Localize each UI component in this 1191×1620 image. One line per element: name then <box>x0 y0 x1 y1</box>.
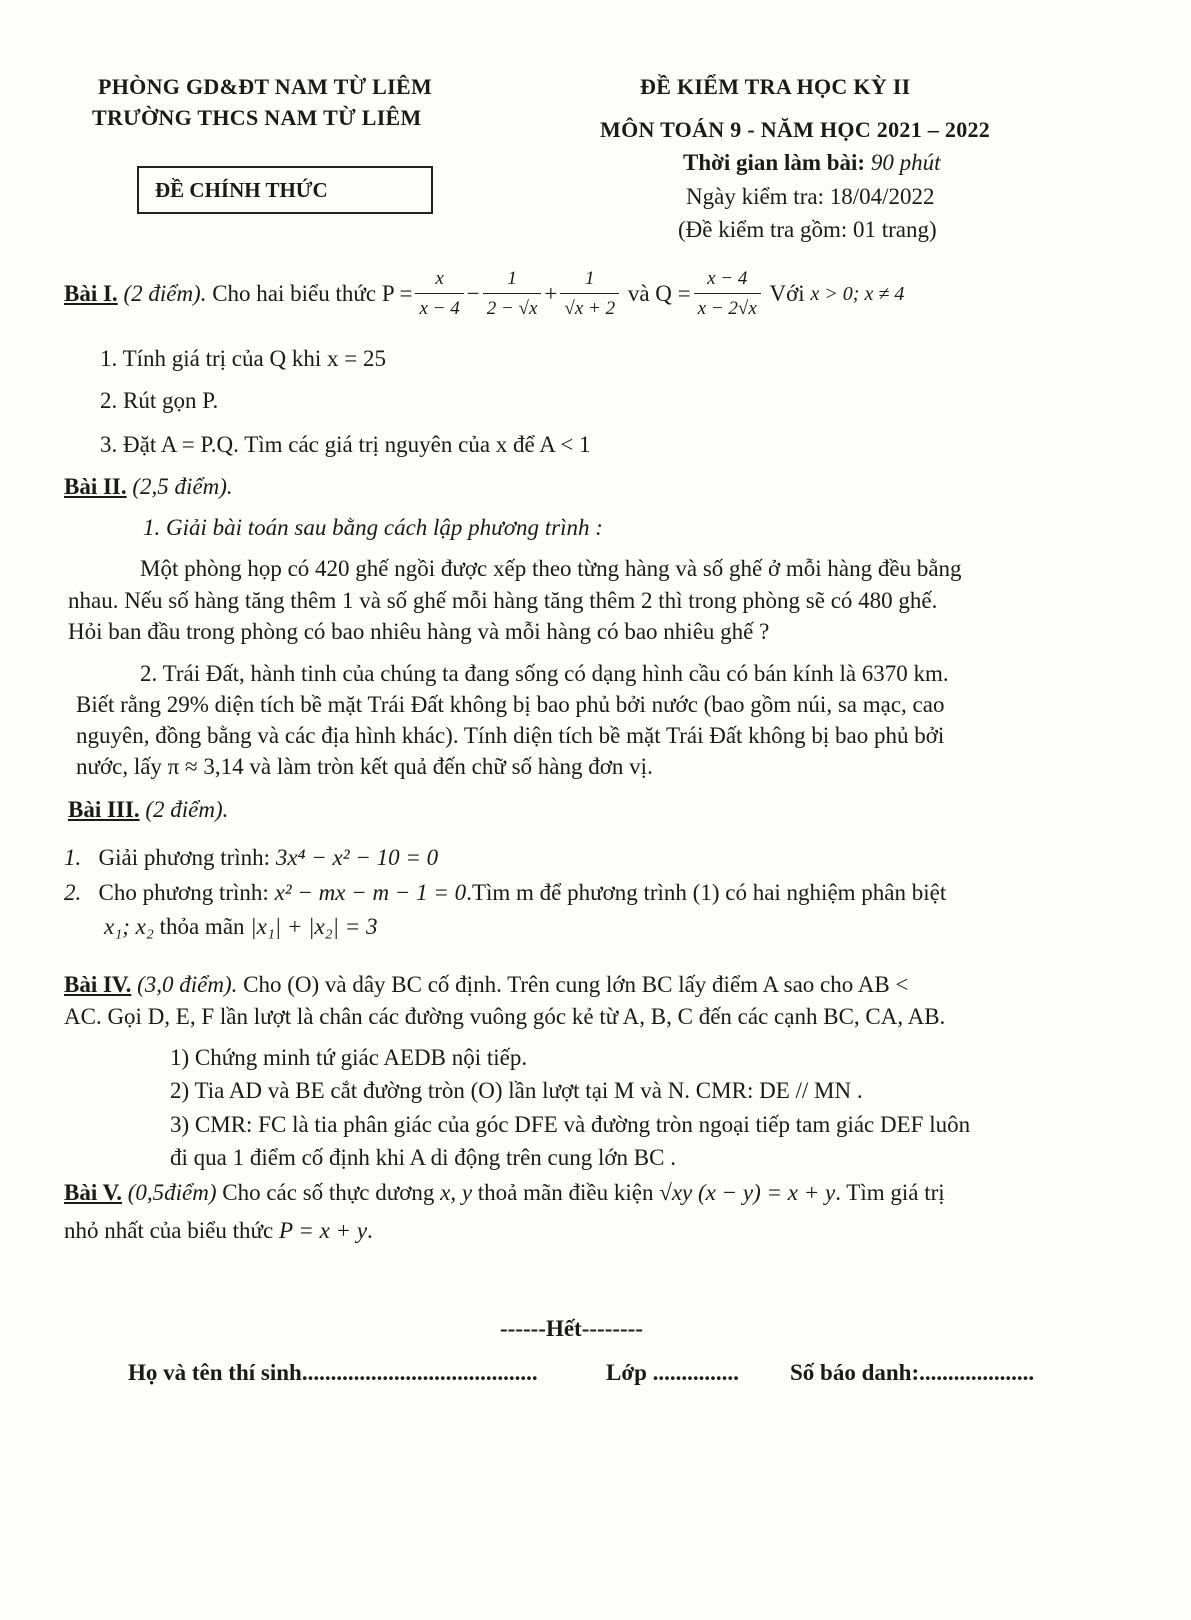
bai4-item: 1) Chứng minh tứ giác AEDB nội tiếp. <box>170 1045 528 1070</box>
condition-label: Với <box>769 281 805 306</box>
exam-date: Ngày kiểm tra: 18/04/2022 <box>686 184 935 209</box>
operator: − <box>466 281 480 306</box>
bai4-points: (3,0 điểm). <box>137 972 238 997</box>
official-box: ĐỀ CHÍNH THỨC <box>137 166 433 214</box>
exam-pages: (Đề kiểm tra gồm: 01 trang) <box>678 217 937 242</box>
department-name: PHÒNG GD&ĐT NAM TỪ LIÊM <box>98 74 433 99</box>
bai2-p2: 2. Trái Đất, hành tinh của chúng ta đang sống có dạng hình cầu có bán kính là 6370 km. <box>140 661 949 686</box>
bai4-item: đi qua 1 điểm cố định khi A di động trên cung lớn BC . <box>170 1145 676 1170</box>
fraction-1: $\frac{x}{x - 4}$ <box>415 268 463 320</box>
bai3-label: Bài III. <box>68 797 140 822</box>
school-name: TRƯỜNG THCS NAM TỪ LIÊM <box>92 105 422 130</box>
class-field: Lớp ............... <box>606 1360 739 1385</box>
condition-equation: √xy (x − y) = x + y <box>659 1180 836 1205</box>
bai3-item-2-cont: x₁; x₂ thỏa mãn |x₁| + |x₂| = 3 <box>104 914 378 939</box>
bai4-item: 2) Tia AD và BE cắt đường tròn (O) lần lượt tại M và N. CMR: DE // MN . <box>170 1078 863 1103</box>
bai1-item: 3. Đặt A = P.Q. Tìm các giá trị nguyên của x để A < 1 <box>100 432 591 457</box>
bai1-intro: Cho hai biểu thức P = <box>212 281 413 306</box>
exam-time <box>683 150 940 176</box>
fraction-3: $\frac{1}{√x + 2}$ <box>560 268 619 320</box>
bai4-item: 3) CMR: FC là tia phân giác của góc DFE và đường tròn ngoại tiếp tam giác DEF luôn <box>170 1112 971 1137</box>
bai2-heading <box>64 474 233 500</box>
bai2-p1: nhau. Nếu số hàng tăng thêm 1 và số ghế mỗi hàng tăng thêm 2 thì trong phòng sẽ có 480 ghế. <box>68 588 938 613</box>
exam-subject: MÔN TOÁN 9 - NĂM HỌC 2021 – 2022 <box>600 117 991 142</box>
condition: x > 0; x ≠ 4 <box>810 282 905 305</box>
time-value: 90 phút <box>870 150 941 175</box>
exam-title: ĐỀ KIỂM TRA HỌC KỲ II <box>640 74 911 99</box>
candidate-id-field: Số báo danh:.................... <box>790 1360 1035 1385</box>
equation-2: x² − mx − m − 1 = 0 <box>274 880 467 905</box>
bai2-points: (2,5 điểm). <box>132 474 233 499</box>
bai5-line1: Bài V. (0,5điểm) Cho các số thực dương x, y thoả mãn điều kiện √xy (x − y) = x + y. Tìm giá trị <box>64 1180 945 1205</box>
bai3-heading <box>68 797 228 823</box>
bai4-label: Bài IV. <box>64 972 132 997</box>
bai1-item: 2. Rút gọn P. <box>100 388 219 413</box>
candidate-name-field: Họ và tên thí sinh......................................... <box>128 1360 538 1385</box>
time-label: Thời gian làm bài: <box>683 150 866 175</box>
bai3-item-1: 1. Giải phương trình: 3x⁴ − x² − 10 = 0 <box>64 845 439 870</box>
bai1-statement <box>64 268 904 320</box>
bai2-p2: nguyên, đồng bằng và các địa hình khác). Tính diện tích bề mặt Trái Đất không bị bao phủ bởi <box>76 723 945 748</box>
equation-1: 3x⁴ − x² − 10 = 0 <box>275 845 439 870</box>
bai1-and: và Q = <box>627 281 691 306</box>
bai4-line1: Bài IV. (3,0 điểm). Cho (O) và dây BC cố định. Trên cung lớn BC lấy điểm A sao cho AB < <box>64 972 909 997</box>
bai2-p2: nước, lấy π ≈ 3,14 và làm tròn kết quả đến chữ số hàng đơn vị. <box>76 754 653 779</box>
operator: + <box>544 281 558 306</box>
bai4-line2: AC. Gọi D, E, F lần lượt là chân các đường vuông góc kẻ từ A, B, C đến các cạnh BC, CA, AB. <box>64 1004 946 1029</box>
fraction-2: $\frac{1}{2 - √x}$ <box>483 268 542 320</box>
bai5-label: Bài V. <box>64 1180 122 1205</box>
fraction-q: $\frac{x - 4}{x - 2√x}$ <box>694 268 761 320</box>
bai1-label: Bài I. <box>64 281 118 306</box>
equation-3: |x₁| + |x₂| = 3 <box>250 914 378 939</box>
bai1-points: (2 điểm). <box>123 281 207 306</box>
bai2-label: Bài II. <box>64 474 127 499</box>
bai2-p1: Một phòng họp có 420 ghế ngồi được xếp theo từng hàng và số ghế ở mỗi hàng đều bằng <box>140 556 962 581</box>
end-marker: ------Hết-------- <box>500 1316 643 1341</box>
bai5-line2: nhỏ nhất của biểu thức P = x + y. <box>64 1218 373 1243</box>
bai3-points: (2 điểm). <box>145 797 229 822</box>
bai2-p2: Biết rằng 29% diện tích bề mặt Trái Đất không bị bao phủ bởi nước (bao gồm núi, sa mạc, cao <box>76 692 945 717</box>
bai2-sub1: 1. Giải bài toán sau bằng cách lập phương trình : <box>143 515 603 540</box>
bai2-p1: Hỏi ban đầu trong phòng có bao nhiêu hàng và mỗi hàng có bao nhiêu ghế ? <box>68 619 770 644</box>
bai3-item-2: 2. Cho phương trình: x² − mx − m − 1 = 0.Tìm m để phương trình (1) có hai nghiệm phân biệt <box>64 880 947 905</box>
bai5-points: (0,5điểm) <box>127 1180 217 1205</box>
bai1-item: 1. Tính giá trị của Q khi x = 25 <box>100 346 386 371</box>
